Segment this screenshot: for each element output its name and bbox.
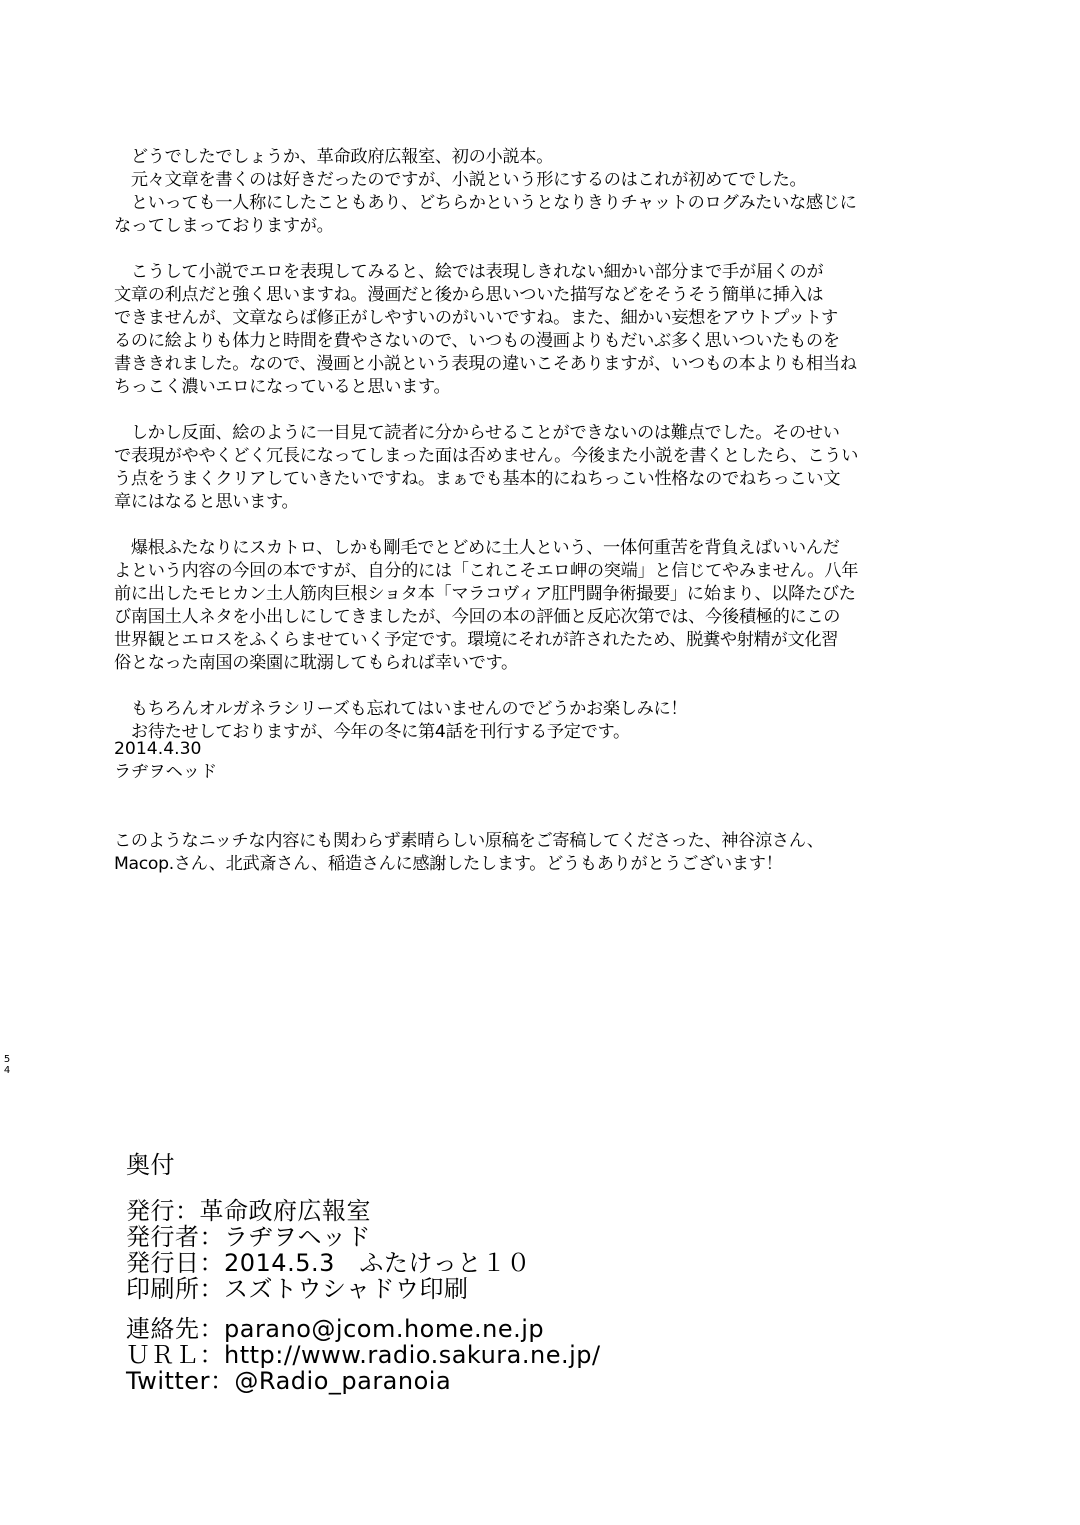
signature-date: 2014.4.30 bbox=[114, 739, 202, 759]
text-line: しかし反面、絵のように一目見て読者に分からせることができないのは難点でした。そのせい bbox=[114, 423, 840, 443]
afterword-paragraph-1 bbox=[114, 146, 914, 238]
afterword-body bbox=[114, 146, 914, 744]
page-number-digit: 5 bbox=[3, 1054, 11, 1065]
afterword-paragraph-4 bbox=[114, 537, 914, 675]
text-line: できませんが、文章ならば修正がしやすいのがいいですね。また、細かい妄想をアウトプットす bbox=[114, 308, 838, 328]
text-line: もちろんオルガネラシリーズも忘れてはいませんのでどうかお楽しみに！ bbox=[114, 699, 688, 719]
colophon bbox=[126, 1152, 601, 1394]
afterword-signature bbox=[114, 738, 217, 784]
text-line: こうして小説でエロを表現してみると、絵では表現しきれない細かい部分まで手が届くのが bbox=[114, 262, 824, 282]
colophon-title: 奥付 bbox=[126, 1151, 175, 1179]
colophon-issuer: 発行者：ラヂヲヘッド bbox=[126, 1223, 371, 1251]
colophon-contact: 連絡先：parano@jcom.home.ne.jp bbox=[126, 1315, 545, 1343]
text-line: ちっこく濃いエロになっていると思います。 bbox=[114, 377, 451, 397]
acknowledgement-line: Macop.さん、北武斎さん、稲造さんに感謝したします。どうもありがとうございます！ bbox=[114, 854, 783, 874]
text-line: 世界観とエロスをふくらませていく予定です。環境にそれが許されたため、脱糞や射精が文化習 bbox=[114, 630, 839, 650]
colophon-printer: 印刷所：スズトウシャドウ印刷 bbox=[126, 1275, 469, 1303]
text-line: 章にはなると思います。 bbox=[114, 492, 299, 512]
text-line: 爆根ふたなりにスカトロ、しかも剛毛でとどめに土人という、一体何重苦を背負えばいいんだ bbox=[114, 538, 840, 558]
signature-author: ラヂヲヘッド bbox=[114, 762, 218, 782]
text-line: といっても一人称にしたこともあり、どちらかというとなりきりチャットのログみたいな感じに bbox=[114, 193, 857, 213]
acknowledgements bbox=[114, 830, 824, 876]
colophon-publisher: 発行：革命政府広報室 bbox=[126, 1197, 371, 1225]
afterword-paragraph-3 bbox=[114, 422, 914, 514]
colophon-url: ＵＲＬ：http://www.radio.sakura.ne.jp/ bbox=[126, 1341, 601, 1369]
text-line: 前に出したモヒカン土人筋肉巨根ショタ本「マラコヴィア肛門闘争術撮要」に始まり、以降たびた bbox=[114, 584, 856, 604]
text-line: で表現がややくどく冗長になってしまった面は否めません。今後また小説を書くとしたら、こうい bbox=[114, 446, 859, 466]
text-line: よという内容の今回の本ですが、自分的には「これこそエロ岬の突端」と信じてやみません。八年 bbox=[114, 561, 859, 581]
page-number-digit: 4 bbox=[3, 1065, 11, 1076]
afterword-paragraph-5 bbox=[114, 698, 914, 744]
text-line: なってしまっておりますが。 bbox=[114, 216, 334, 236]
text-line: どうでしたでしょうか、革命政府広報室、初の小説本。 bbox=[114, 147, 554, 167]
text-line: お待たせしておりますが、今年の冬に第4話を刊行する予定です。 bbox=[114, 722, 630, 742]
text-line: 文章の利点だと強く思いますね。漫画だと後から思いついた描写などをそうそう簡単に挿入は bbox=[114, 285, 824, 305]
text-line: う点をうまくクリアしていきたいですね。まぁでも基本的にねちっこい性格なのでねちっこい文 bbox=[114, 469, 841, 489]
text-line: 書ききれました。なので、漫画と小説という表現の違いこそありますが、いつもの本よりも相当ね bbox=[114, 354, 857, 374]
colophon-issue-date: 発行日：2014.5.3 ふたけっと１０ bbox=[126, 1249, 531, 1277]
text-line: るのに絵よりも体力と時間を費やさないので、いつもの漫画よりもだいぶ多く思いついたものを bbox=[114, 331, 840, 351]
text-line: 元々文章を書くのは好きだったのですが、小説という形にするのはこれが初めてでした。 bbox=[114, 170, 807, 190]
colophon-twitter: Twitter：@Radio_paranoia bbox=[126, 1367, 452, 1395]
acknowledgement-line: このようなニッチな内容にも関わらず素晴らしい原稿をご寄稿してくださった、神谷涼さん、 bbox=[114, 831, 824, 851]
text-line: 俗となった南国の楽園に耽溺してもられば幸いです。 bbox=[114, 653, 518, 673]
text-line: び南国土人ネタを小出しにしてきましたが、今回の本の評価と反応次第では、今後積極的にこの bbox=[114, 607, 841, 627]
page-number bbox=[2, 1054, 12, 1076]
afterword-paragraph-2 bbox=[114, 261, 914, 399]
